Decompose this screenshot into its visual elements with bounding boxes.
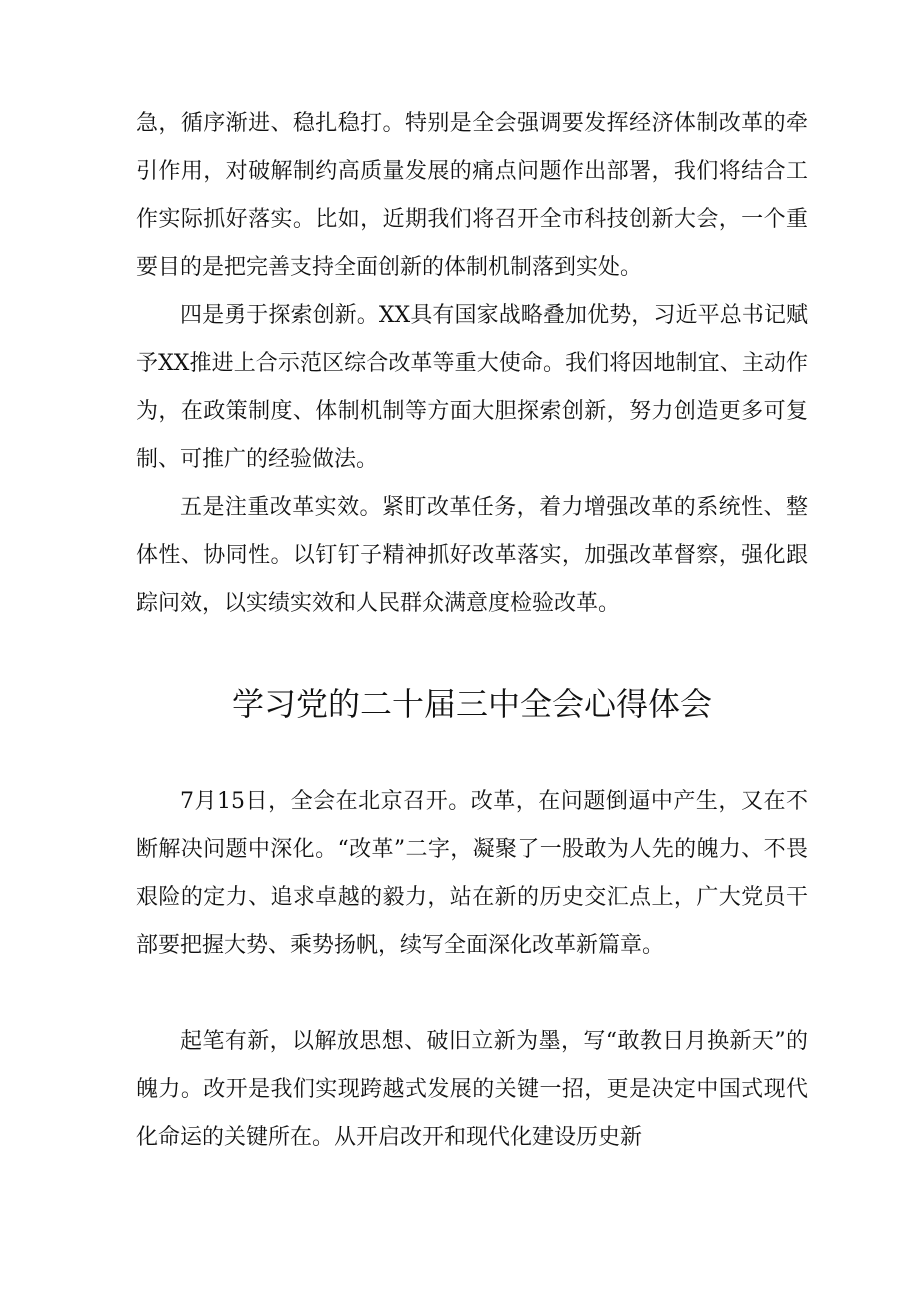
document-body xyxy=(136,100,808,1162)
paragraph-new-start: 起笔有新，以解放思想、破旧立新为墨，写“敢教日月换新天”的魄力。改开是我们实现跨越式发展的关键一招，更是决定中国式现代化命运的关键所在。从开启改开和现代化建设历史新 xyxy=(136,1029,808,1150)
article-title: 学习党的二十届三中全会心得体会 xyxy=(231,685,712,723)
paragraph-continuation: 急，循序渐进、稳扎稳打。特别是全会强调要发挥经济体制改革的牵引作用，对破解制约高质量发展的痛点问题作出部署，我们将结合工作实际抓好落实。比如，近期我们将召开全市科技创新大会，一个重要目的是把完善支持全面创新的体制机制落到实处。 xyxy=(136,111,808,280)
paragraph-point-five: 五是注重改革实效。紧盯改革任务，着力增强改革的系统性、整体性、协同性。以钉钉子精神抓好改革落实，加强改革督察，强化跟踪问效，以实绩实效和人民群众满意度检验改革。 xyxy=(136,495,808,616)
paragraph-intro: 7月15日，全会在北京召开。改革，在问题倒逼中产生，又在不断解决问题中深化。“改革”二字，凝聚了一股敢为人先的魄力、不畏艰险的定力、追求卓越的毅力，站在新的历史交汇点上，广大党员干部要把握大势、乘势扬帆，续写全面深化改革新篇章。 xyxy=(136,789,808,958)
paragraph-point-four: 四是勇于探索创新。XX具有国家战略叠加优势，习近平总书记赋予XX推进上合示范区综合改革等重大使命。我们将因地制宜、主动作为，在政策制度、体制机制等方面大胆探索创新，努力创造更多可复制、可推广的经验做法。 xyxy=(136,303,808,472)
paragraph-spacer xyxy=(136,970,808,1018)
